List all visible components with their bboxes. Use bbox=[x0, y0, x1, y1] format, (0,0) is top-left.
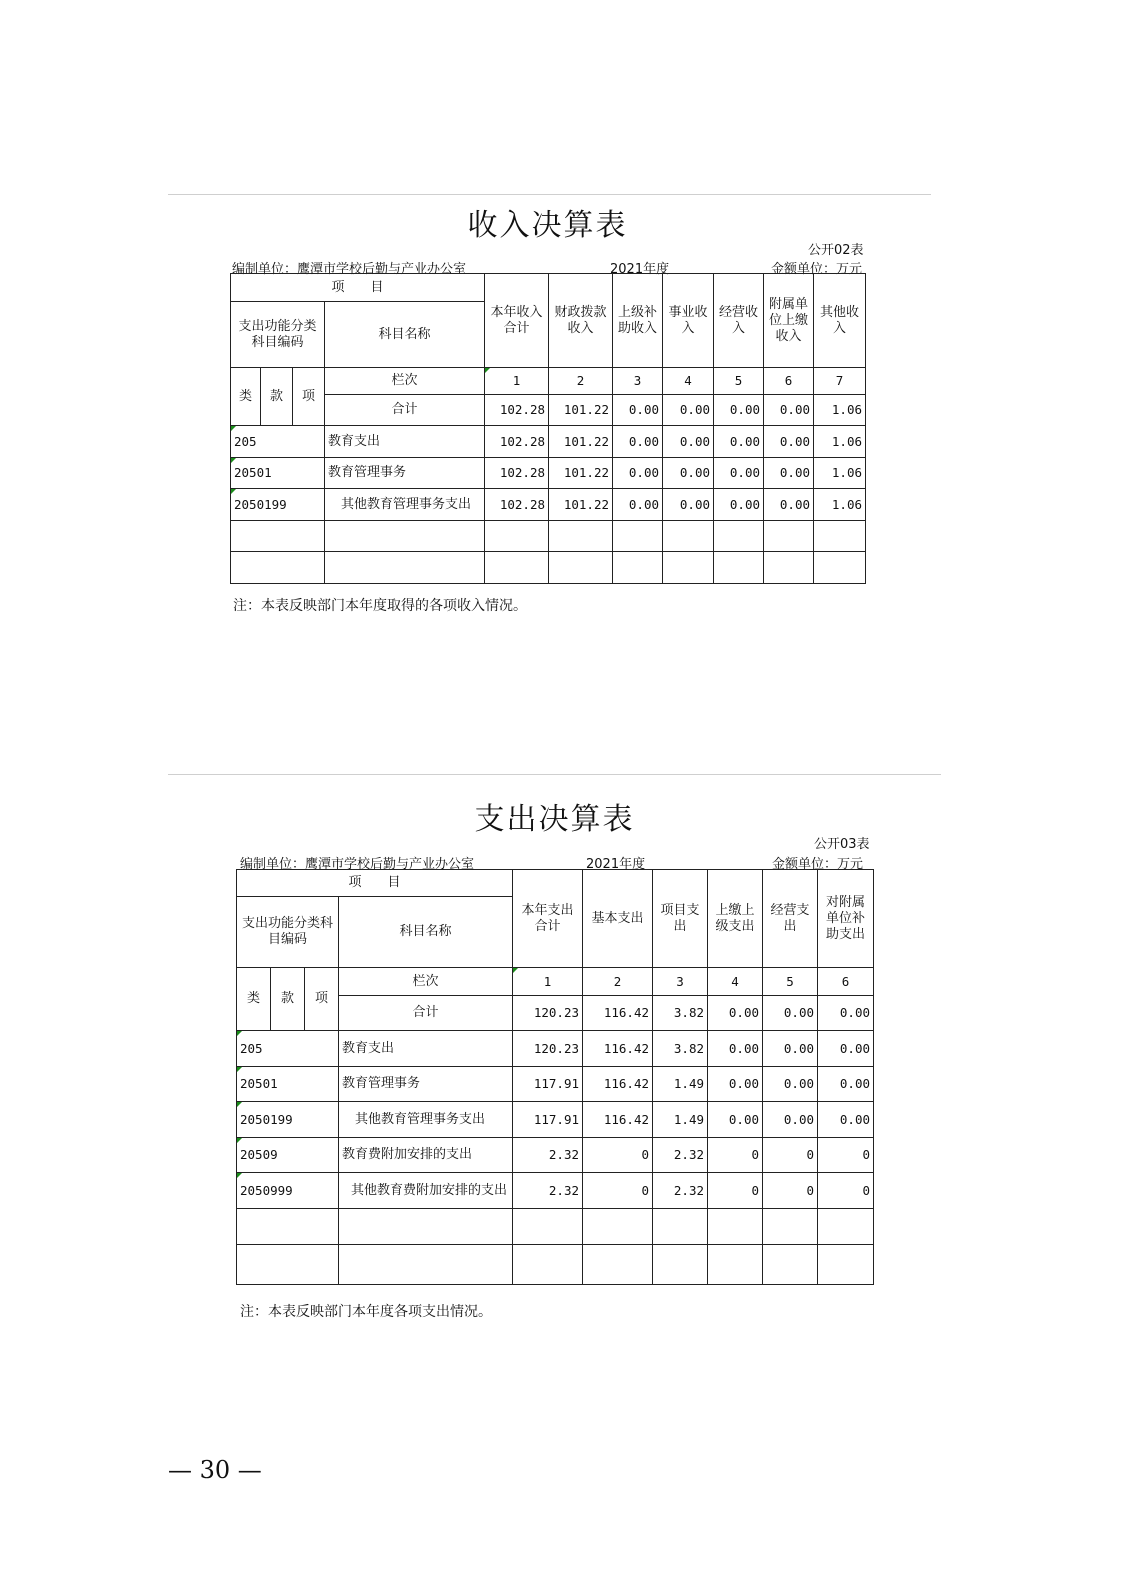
expense-header-col: 经营支出 bbox=[763, 870, 818, 968]
expense-cell: 0.00 bbox=[708, 1031, 763, 1067]
income-col-number: 2 bbox=[549, 368, 613, 395]
expense-col-number: 2 bbox=[583, 968, 653, 996]
income-money-unit: 金额单位：万元 bbox=[771, 262, 863, 277]
expense-col-number: 4 bbox=[708, 968, 763, 996]
expense-cell: 0 bbox=[818, 1173, 874, 1209]
expense-cell: 0 bbox=[708, 1173, 763, 1209]
expense-cell: 0.00 bbox=[818, 1102, 874, 1138]
table-row-empty bbox=[231, 521, 866, 552]
expense-total-cell: 116.42 bbox=[583, 996, 653, 1031]
income-title: 收入决算表 bbox=[467, 208, 628, 243]
table-row bbox=[231, 426, 866, 458]
income-row-name: 教育支出 bbox=[325, 426, 485, 458]
income-total-cell: 1.06 bbox=[814, 395, 866, 426]
expense-table bbox=[236, 869, 874, 1285]
expense-header-func-code: 支出功能分类科目编码 bbox=[237, 897, 339, 968]
expense-cell: 1.49 bbox=[653, 1102, 708, 1138]
income-lanci-label: 栏次 bbox=[325, 368, 485, 395]
income-cell: 102.28 bbox=[485, 426, 549, 458]
expense-money-unit: 金额单位：万元 bbox=[772, 857, 864, 872]
income-cell: 0.00 bbox=[663, 489, 714, 521]
table-row bbox=[237, 1031, 874, 1067]
expense-title: 支出决算表 bbox=[474, 802, 635, 837]
expense-cell: 2.32 bbox=[653, 1138, 708, 1173]
income-total-cell: 0.00 bbox=[663, 395, 714, 426]
expense-header-project: 项 目 bbox=[237, 870, 513, 897]
income-header-col: 本年收入合计 bbox=[485, 274, 549, 368]
income-header-kuan: 款 bbox=[261, 368, 293, 426]
income-cell: 0.00 bbox=[714, 489, 764, 521]
income-header-col: 事业收入 bbox=[663, 274, 714, 368]
income-col-number: 3 bbox=[613, 368, 663, 395]
income-row-code: 2050199 bbox=[231, 489, 325, 521]
income-cell: 0.00 bbox=[764, 489, 814, 521]
income-total-label: 合计 bbox=[325, 395, 485, 426]
income-total-cell: 0.00 bbox=[613, 395, 663, 426]
expense-header-col: 上缴上级支出 bbox=[708, 870, 763, 968]
expense-row-name: 教育支出 bbox=[339, 1031, 513, 1067]
income-year: 2021年度 bbox=[610, 262, 670, 277]
income-cell: 0.00 bbox=[613, 489, 663, 521]
income-table-code: 公开02表 bbox=[808, 243, 864, 258]
expense-header-col: 本年支出合计 bbox=[513, 870, 583, 968]
expense-note: 注：本表反映部门本年度各项支出情况。 bbox=[240, 1304, 492, 1320]
income-header-xiang: 项 bbox=[293, 368, 325, 426]
income-header-col: 附属单位上缴收入 bbox=[764, 274, 814, 368]
income-cell: 102.28 bbox=[485, 489, 549, 521]
expense-cell: 1.49 bbox=[653, 1067, 708, 1102]
income-cell: 0.00 bbox=[663, 458, 714, 489]
income-cell: 0.00 bbox=[764, 458, 814, 489]
table-row bbox=[237, 1102, 874, 1138]
expense-row-name: 其他教育费附加安排的支出 bbox=[339, 1173, 513, 1209]
expense-cell: 0.00 bbox=[708, 1102, 763, 1138]
table-row bbox=[237, 1067, 874, 1102]
expense-cell: 0 bbox=[708, 1138, 763, 1173]
expense-row-code: 2050999 bbox=[237, 1173, 339, 1209]
expense-row-code: 2050199 bbox=[237, 1102, 339, 1138]
expense-header-kuan: 款 bbox=[271, 968, 305, 1031]
income-header-func-code: 支出功能分类科目编码 bbox=[231, 302, 325, 368]
expense-unit-label: 编制单位：鹰潭市学校后勤与产业办公室 bbox=[240, 857, 475, 872]
income-cell: 0.00 bbox=[663, 426, 714, 458]
expense-lanci-label: 栏次 bbox=[339, 968, 513, 996]
income-col-number: 7 bbox=[814, 368, 866, 395]
expense-row-code: 20509 bbox=[237, 1138, 339, 1173]
income-cell: 0.00 bbox=[613, 458, 663, 489]
expense-total-cell: 0.00 bbox=[763, 996, 818, 1031]
income-cell: 1.06 bbox=[814, 426, 866, 458]
expense-col-number: 6 bbox=[818, 968, 874, 996]
income-col-number: 5 bbox=[714, 368, 764, 395]
expense-total-cell: 120.23 bbox=[513, 996, 583, 1031]
expense-cell: 0 bbox=[763, 1138, 818, 1173]
income-note: 注：本表反映部门本年度取得的各项收入情况。 bbox=[233, 598, 527, 614]
income-cell: 0.00 bbox=[764, 426, 814, 458]
expense-header-col: 项目支出 bbox=[653, 870, 708, 968]
expense-row-name: 教育费附加安排的支出 bbox=[339, 1138, 513, 1173]
income-cell: 1.06 bbox=[814, 489, 866, 521]
income-row-name: 教育管理事务 bbox=[325, 458, 485, 489]
income-header-subject: 科目名称 bbox=[325, 302, 485, 368]
income-cell: 101.22 bbox=[549, 489, 613, 521]
expense-cell: 0 bbox=[583, 1138, 653, 1173]
table-row bbox=[237, 1138, 874, 1173]
income-cell: 0.00 bbox=[613, 426, 663, 458]
income-header-col: 其他收入 bbox=[814, 274, 866, 368]
income-row-code: 20501 bbox=[231, 458, 325, 489]
expense-cell: 0 bbox=[818, 1138, 874, 1173]
expense-cell: 3.82 bbox=[653, 1031, 708, 1067]
table-row bbox=[231, 489, 866, 521]
expense-cell: 120.23 bbox=[513, 1031, 583, 1067]
table-row bbox=[231, 458, 866, 489]
income-cell: 102.28 bbox=[485, 458, 549, 489]
expense-cell: 2.32 bbox=[513, 1138, 583, 1173]
income-header-project: 项 目 bbox=[231, 274, 485, 302]
income-header-col: 经营收入 bbox=[714, 274, 764, 368]
expense-cell: 0.00 bbox=[818, 1031, 874, 1067]
expense-cell: 117.91 bbox=[513, 1067, 583, 1102]
income-cell: 1.06 bbox=[814, 458, 866, 489]
income-total-cell: 102.28 bbox=[485, 395, 549, 426]
income-cell: 101.22 bbox=[549, 458, 613, 489]
expense-col-number: 3 bbox=[653, 968, 708, 996]
expense-total-cell: 0.00 bbox=[708, 996, 763, 1031]
income-header-col: 财政拨款收入 bbox=[549, 274, 613, 368]
expense-total-cell: 0.00 bbox=[818, 996, 874, 1031]
expense-cell: 0.00 bbox=[818, 1067, 874, 1102]
expense-row-name: 其他教育管理事务支出 bbox=[339, 1102, 513, 1138]
top-divider bbox=[168, 194, 931, 195]
expense-row-code: 205 bbox=[237, 1031, 339, 1067]
income-cell: 0.00 bbox=[714, 458, 764, 489]
expense-table-code: 公开03表 bbox=[814, 837, 870, 852]
income-row-code: 205 bbox=[231, 426, 325, 458]
expense-year: 2021年度 bbox=[586, 857, 646, 872]
expense-cell: 2.32 bbox=[513, 1173, 583, 1209]
table-row bbox=[237, 1173, 874, 1209]
expense-cell: 116.42 bbox=[583, 1067, 653, 1102]
income-col-number: 1 bbox=[485, 368, 549, 395]
table-row-empty bbox=[237, 1209, 874, 1245]
income-cell: 0.00 bbox=[714, 426, 764, 458]
table-row-empty bbox=[231, 552, 866, 584]
income-total-cell: 101.22 bbox=[549, 395, 613, 426]
income-total-cell: 0.00 bbox=[764, 395, 814, 426]
income-col-number: 6 bbox=[764, 368, 814, 395]
expense-header-col: 对附属单位补助支出 bbox=[818, 870, 874, 968]
table-row-empty bbox=[237, 1245, 874, 1285]
expense-col-number: 1 bbox=[513, 968, 583, 996]
income-header-lei: 类 bbox=[231, 368, 261, 426]
page-number: — 30 — bbox=[168, 1456, 262, 1484]
expense-cell: 116.42 bbox=[583, 1102, 653, 1138]
income-total-cell: 0.00 bbox=[714, 395, 764, 426]
income-unit-label: 编制单位：鹰潭市学校后勤与产业办公室 bbox=[232, 262, 467, 277]
expense-total-cell: 3.82 bbox=[653, 996, 708, 1031]
expense-cell: 0.00 bbox=[763, 1102, 818, 1138]
expense-cell: 116.42 bbox=[583, 1031, 653, 1067]
expense-header-lei: 类 bbox=[237, 968, 271, 1031]
expense-cell: 0.00 bbox=[708, 1067, 763, 1102]
expense-cell: 117.91 bbox=[513, 1102, 583, 1138]
expense-total-label: 合计 bbox=[339, 996, 513, 1031]
expense-cell: 0.00 bbox=[763, 1067, 818, 1102]
expense-cell: 0 bbox=[763, 1173, 818, 1209]
expense-cell: 2.32 bbox=[653, 1173, 708, 1209]
income-row-name: 其他教育管理事务支出 bbox=[325, 489, 485, 521]
income-cell: 101.22 bbox=[549, 426, 613, 458]
expense-header-col: 基本支出 bbox=[583, 870, 653, 968]
middle-divider bbox=[168, 774, 941, 775]
expense-header-xiang: 项 bbox=[305, 968, 339, 1031]
expense-cell: 0.00 bbox=[763, 1031, 818, 1067]
expense-header-subject: 科目名称 bbox=[339, 897, 513, 968]
expense-col-number: 5 bbox=[763, 968, 818, 996]
expense-row-code: 20501 bbox=[237, 1067, 339, 1102]
income-col-number: 4 bbox=[663, 368, 714, 395]
income-header-col: 上级补助收入 bbox=[613, 274, 663, 368]
expense-row-name: 教育管理事务 bbox=[339, 1067, 513, 1102]
income-table bbox=[230, 273, 866, 584]
expense-cell: 0 bbox=[583, 1173, 653, 1209]
